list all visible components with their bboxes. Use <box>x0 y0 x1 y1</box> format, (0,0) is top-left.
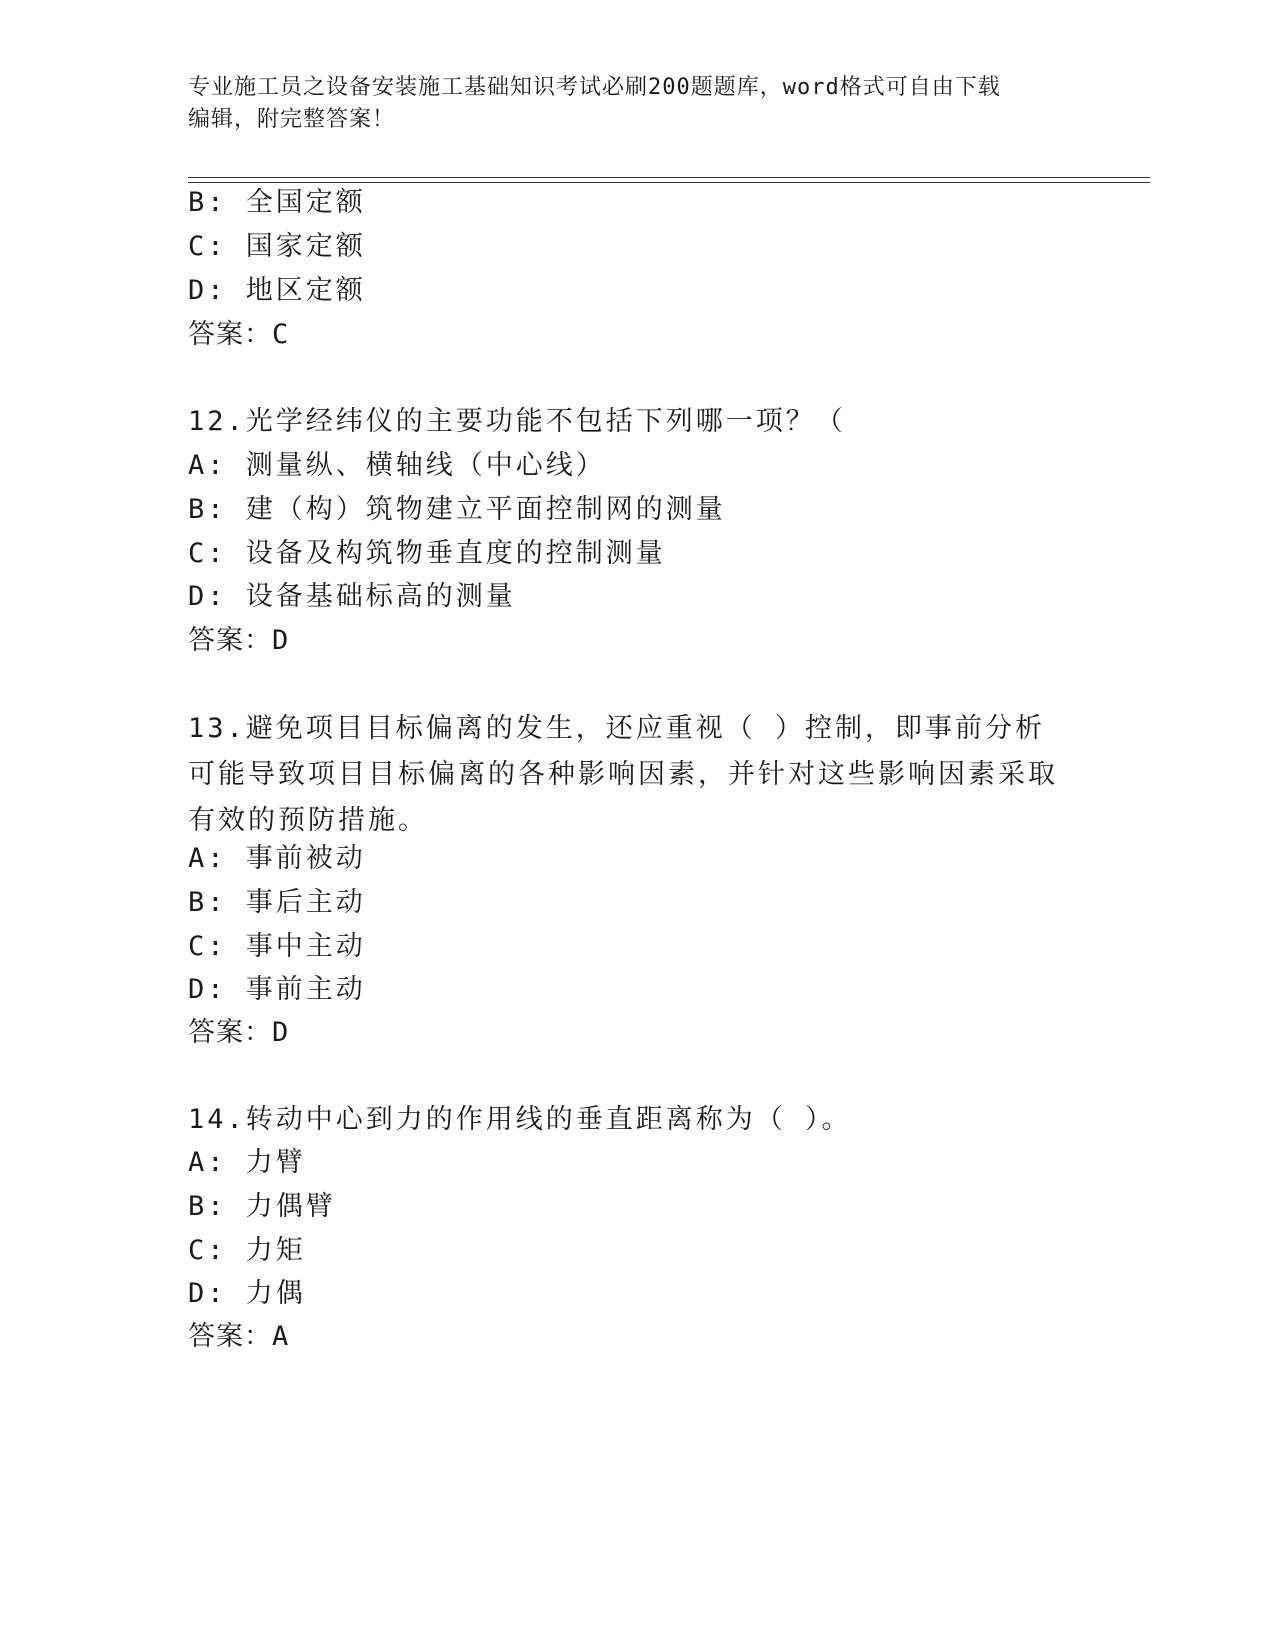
q11-option-b: B: 全国定额 <box>188 187 366 218</box>
q11-option-d: D: 地区定额 <box>188 275 366 306</box>
q14-question: 14.转动中心到力的作用线的垂直距离称为（ ）。 <box>188 1104 852 1135</box>
q12-answer: 答案：D <box>188 625 290 656</box>
q13-option-b: B: 事后主动 <box>188 887 366 918</box>
q11-answer: 答案：C <box>188 319 290 350</box>
q13-option-c: C: 事中主动 <box>188 931 366 962</box>
q14-option-b: B: 力偶臂 <box>188 1191 336 1222</box>
q14-answer: 答案：A <box>188 1321 290 1352</box>
q12-question: 12.光学经纬仪的主要功能不包括下列哪一项？（ <box>188 406 846 437</box>
q13-option-a: A: 事前被动 <box>188 843 366 874</box>
q13-answer: 答案：D <box>188 1017 290 1048</box>
q12-option-c: C: 设备及构筑物垂直度的控制测量 <box>188 538 666 569</box>
q14-option-a: A: 力臂 <box>188 1147 306 1178</box>
header-divider-bottom <box>188 182 1150 183</box>
document-header <box>188 72 1068 136</box>
q12-option-b: B: 建（构）筑物建立平面控制网的测量 <box>188 494 726 525</box>
q14-option-d: D: 力偶 <box>188 1278 306 1309</box>
header-line-2: 编辑，附完整答案！ <box>188 107 396 132</box>
q14-option-c: C: 力矩 <box>188 1235 306 1266</box>
header-line-1: 专业施工员之设备安装施工基础知识考试必刷200题题库，word格式可自由下载 <box>188 75 1001 100</box>
q12-option-a: A: 测量纵、横轴线（中心线） <box>188 450 606 481</box>
q12-option-d: D: 设备基础标高的测量 <box>188 581 516 612</box>
header-divider-top <box>188 177 1150 178</box>
q13-question: 13.避免项目目标偏离的发生，还应重视（ ）控制，即事前分析可能导致项目目标偏离的各种影响因素，并针对这些影响因素采取有效的预防措施。 <box>188 713 1058 836</box>
q11-option-c: C: 国家定额 <box>188 231 366 262</box>
q13-option-d: D: 事前主动 <box>188 974 366 1005</box>
